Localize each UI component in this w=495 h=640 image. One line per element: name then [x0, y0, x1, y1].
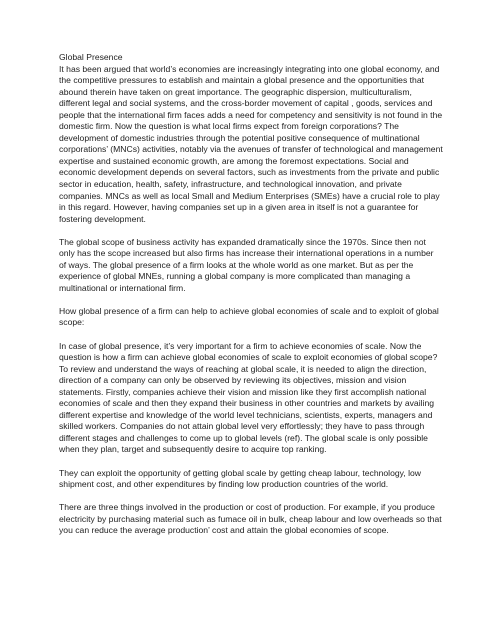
- paragraph-global-scope: The global scope of business activity has expanded dramatically since the 1970s. Since then not only has the scope increased but also firms has increase their international operations in a number of ways. The global presence of a firm looks at the whole world as one market. But as per the experience of global MNEs, running a global company is more complicated than managing a multinational or international firm.: [59, 236, 434, 293]
- paragraph-question: How global presence of a firm can help to achieve global economies of scale and to exploit of global scope:: [59, 305, 439, 328]
- paragraph-economies-of-scale: In case of global presence, it’s very important for a firm to achieve economies of scale. Now the question is how a firm can achieve global economies of scale to exploit economies of global scope? To review and understand the ways of reaching at global scale, it is needed to align the direction, direction of a company can only be observed by reviewing its objectives, mission and vision statements. Firstly, companies achieve their vision and mission like they first accomplish national economies of scale and then they expand their business in other countries and markets by availing different expertise and knowledge of the world level technicians, scientists, experts, managers and skilled workers. Companies do not attain global level very effortlessly; they have to pass through different stages and challenges to come up to global levels (ref). The global scale is only possible when they plan, target and subsequently desire to acquire top ranking.: [59, 340, 438, 455]
- document-body: [59, 52, 443, 548]
- paragraph-opportunity: They can exploit the opportunity of getting global scale by getting cheap labour, technology, low shipment cost, and other expenditures by finding low production countries of the world.: [59, 467, 421, 490]
- document-title: Global Presence: [59, 52, 123, 62]
- paragraph-intro: It has been argued that world’s economies are increasingly integrating into one global economy, and the competitive pressures to establish and maintain a global presence and the opportunities that abound therein have taken on great importance. The geographic dispersion, multiculturalism, different legal and social systems, and the cross-border movement of capital , goods, services and people that the international firm faces adds a need for competency and sensitivity is not found in the domestic firm. Now the question is what local firms expect from foreign corporations? The development of domestic industries through the potential positive consequence of multinational corporations’ (MNCs) activities, notably via the avenues of transfer of technological and management expertise and sustained economic growth, are among the foremost expectations. Social and economic development depends on several factors, such as investments from the private and public sector in education, health, safety, infrastructure, and technological innovation, and private companies. MNCs as well as local Small and Medium Enterprises (SMEs) have a crucial role to play in this regard. However, having companies set up in a given area in itself is not a guarantee for fostering development.: [59, 63, 443, 224]
- paragraph-production-cost: There are three things involved in the production or cost of production. For example, if you produce electricity by purchasing material such as fumace oil in bulk, cheap labour and low overheads so that you can reduce the average production’ cost and attain the global economies of scope.: [59, 502, 442, 536]
